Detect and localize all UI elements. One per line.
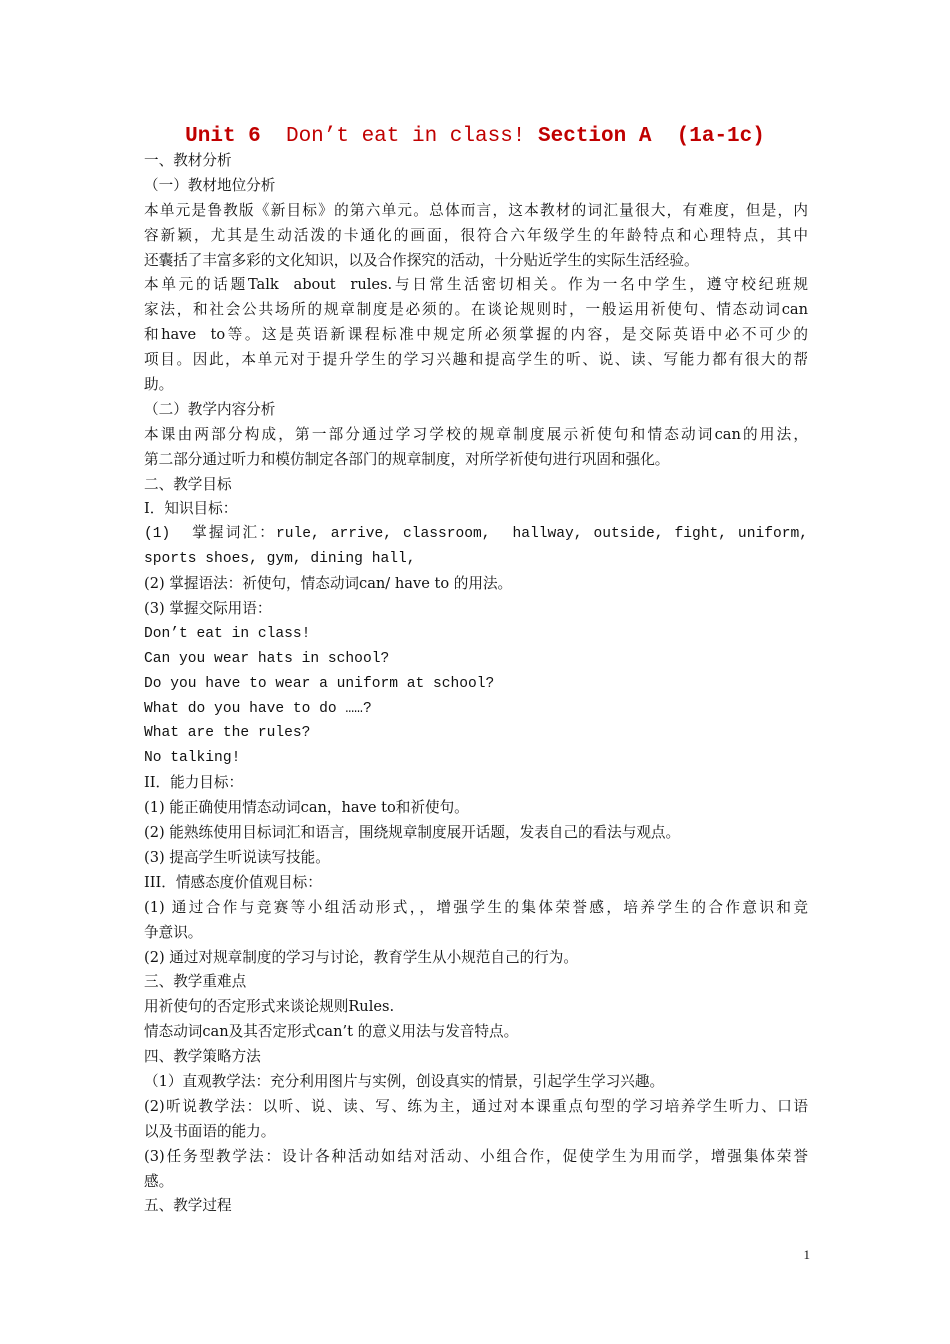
- text-line: (1) 掌握词汇：rule, arrive, classroom, hallway, outside, fight, uniform,: [144, 526, 808, 543]
- document-body: [144, 149, 808, 1219]
- document-title: [0, 122, 950, 152]
- text-line: (2) 能熟练使用目标词汇和语言，围绕规章制度展开话题，发表自己的看法与观点。: [144, 824, 681, 842]
- text-line: 家法，和社会公共场所的规章制度是必须的。在谈论规则时，一般运用祈使句、情态动词can: [144, 301, 808, 319]
- text-line: (1) 能正确使用情态动词can，have to和祈使句。: [144, 799, 469, 817]
- text-line: 感。: [144, 1172, 174, 1190]
- text-line: What do you have to do ……?: [144, 700, 372, 717]
- text-line: 容新颖，尤其是生动活泼的卡通化的画面，很符合六年级学生的年龄特点和心理特点，其中: [144, 226, 808, 244]
- text-line: (2) 通过对规章制度的学习与讨论，教育学生从小规范自己的行为。: [144, 948, 578, 966]
- title-sentence: Don’t eat in class!: [260, 125, 539, 148]
- text-line: 以及书面语的能力。: [144, 1122, 276, 1140]
- text-line: 二、教学目标: [144, 475, 232, 493]
- text-line: 第二部分通过听力和模仿制定各部门的规章制度，对所学祈使句进行巩固和强化。: [144, 450, 670, 468]
- text-line: (3)任务型教学法：设计各种活动如结对活动、小组合作，促使学生为用而学，增强集体荣誉: [144, 1147, 808, 1165]
- text-line: (3) 掌握交际用语：: [144, 600, 272, 618]
- text-line: 一、教材分析: [144, 152, 232, 169]
- text-line: (1) 通过合作与竞赛等小组活动形式，，增强学生的集体荣誉感，培养学生的合作意识和竞: [144, 898, 808, 916]
- text-line: What are the rules?: [144, 725, 311, 742]
- text-line: Can you wear hats in school?: [144, 650, 390, 667]
- text-line: No talking!: [144, 750, 241, 767]
- text-line: 五、教学过程: [144, 1197, 232, 1215]
- text-line: 四、教学策略方法: [144, 1048, 261, 1066]
- text-line: 本单元的话题Talk about rules.与日常生活密切相关。作为一名中学生，遵守校纪班规: [144, 276, 808, 294]
- text-line: III．情感态度价值观目标：: [144, 873, 322, 891]
- text-line: 项目。因此，本单元对于提升学生的学习兴趣和提高学生的听、说、读、写能力都有很大的帮: [144, 351, 808, 369]
- text-line: I．知识目标：: [144, 500, 238, 518]
- text-line: 争意识。: [144, 923, 203, 941]
- text-line: (2)听说教学法：以听、说、读、写、练为主，通过对本课重点句型的学习培养学生听力、口语: [144, 1097, 808, 1115]
- text-line: (2) 掌握语法：祈使句，情态动词can/ have to 的用法。: [144, 575, 513, 593]
- text-line: (3) 提高学生听说读写技能。: [144, 848, 330, 866]
- text-line: 本课由两部分构成，第一部分通过学习学校的规章制度展示祈使句和情态动词can的用法，: [144, 425, 808, 443]
- text-line: （1）直观教学法：充分利用图片与实例，创设真实的情景，引起学生学习兴趣。: [144, 1072, 665, 1090]
- text-line: （一）教材地位分析: [144, 176, 276, 194]
- text-line: Do you have to wear a uniform at school?: [144, 675, 495, 692]
- text-line: 还囊括了丰富多彩的文化知识，以及合作探究的活动，十分贴近学生的实际生活经验。: [144, 251, 699, 269]
- page-number: 1: [803, 1247, 810, 1262]
- text-line: 三、教学重难点: [144, 973, 247, 991]
- text-line: II．能力目标：: [144, 774, 244, 792]
- text-line: 情态动词can及其否定形式can’t 的意义用法与发音特点。: [144, 1023, 519, 1041]
- title-section: Section A (1a-1c): [538, 125, 765, 148]
- text-line: （二）教学内容分析: [144, 400, 276, 418]
- text-line: Don’t eat in class!: [144, 625, 311, 642]
- text-line: 本单元是鲁教版《新目标》的第六单元。总体而言，这本教材的词汇量很大，有难度，但是，内: [144, 201, 808, 219]
- text-line: sports shoes, gym, dining hall,: [144, 551, 416, 568]
- text-line: 助。: [144, 376, 174, 394]
- text-line: 用祈使句的否定形式来谈论规则Rules.: [144, 998, 395, 1016]
- text-line: 和have to等。这是英语新课程标准中规定所必须掌握的内容，是交际英语中必不可少的: [144, 326, 808, 344]
- title-unit: Unit 6: [185, 125, 261, 148]
